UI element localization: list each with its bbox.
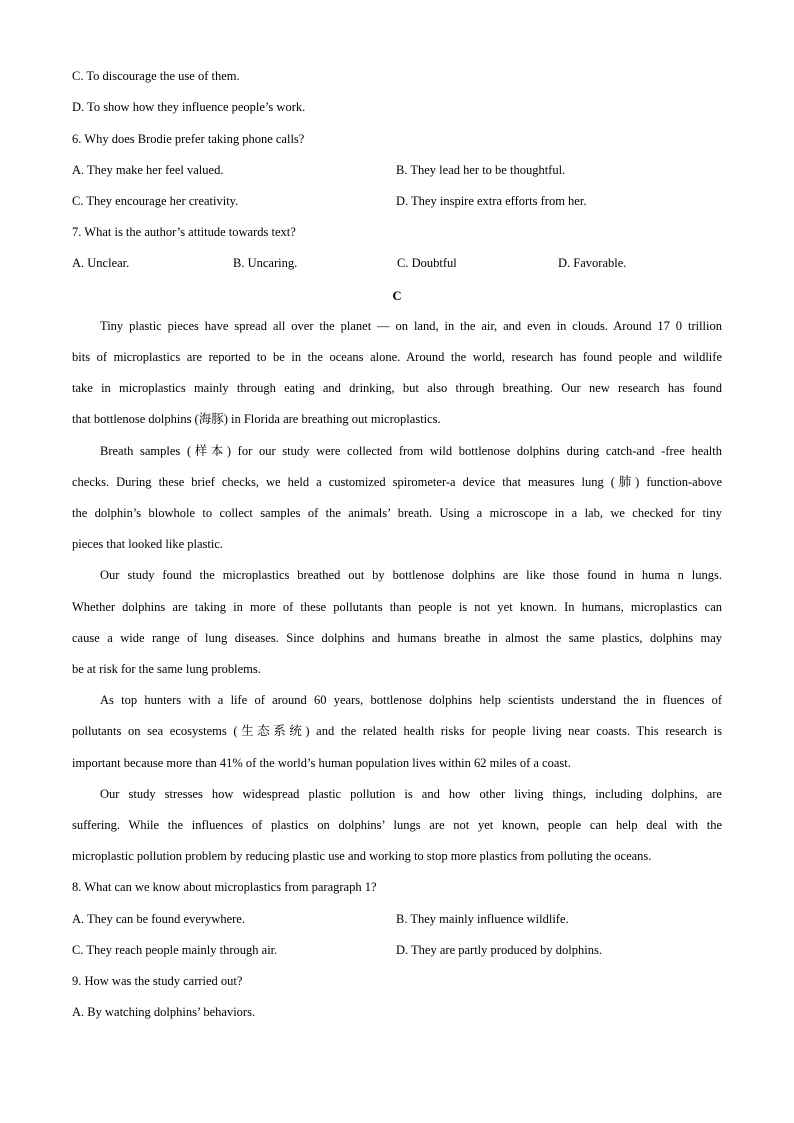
- passage-p4-line: important because more than 41% of the world’s human population lives within 62 miles of a coast.: [72, 756, 571, 770]
- passage-p3-line: be at risk for the same lung problems.: [72, 662, 261, 676]
- q6-option-c: C. They encourage her creativity.: [72, 194, 239, 208]
- passage-p2-line: checks. During these brief checks, we held a customized spirometer-a device that measures lung (肺) function-above: [72, 475, 722, 489]
- passage-p3-line: Our study found the microplastics breathed out by bottlenose dolphins are like those found in huma n lungs.: [100, 568, 722, 582]
- q9-option-a: A. By watching dolphins’ behaviors.: [72, 1005, 256, 1019]
- q8-option-b: B. They mainly influence wildlife.: [396, 912, 569, 926]
- q8-option-d: D. They are partly produced by dolphins.: [396, 943, 602, 957]
- question-6: 6. Why does Brodie prefer taking phone calls?: [72, 132, 305, 146]
- q8-option-c: C. They reach people mainly through air.: [72, 943, 278, 957]
- q6-option-b: B. They lead her to be thoughtful.: [396, 163, 566, 177]
- section-heading: C: [392, 289, 402, 303]
- passage-p2-line: pieces that looked like plastic.: [72, 537, 223, 551]
- passage-p2-line: the dolphin’s blowhole to collect samples of the animals’ breath. Using a microscope in a lab, we checked for tiny: [72, 506, 722, 520]
- passage-p3-line: cause a wide range of lung diseases. Since dolphins and humans breathe in almost the same plastics, dolphins may: [72, 631, 722, 645]
- q7-option-c: C. Doubtful: [397, 256, 457, 270]
- q5-option-d: D. To show how they influence people’s work.: [72, 100, 306, 114]
- q8-option-a: A. They can be found everywhere.: [72, 912, 245, 926]
- passage-p5-line: Our study stresses how widespread plastic pollution is and how other living things, including dolphins, are: [100, 787, 722, 801]
- passage-p5-line: suffering. While the influences of plastics on dolphins’ lungs are not yet known, people can help deal with the: [72, 818, 722, 832]
- passage-p1-line: Tiny plastic pieces have spread all over the planet — on land, in the air, and even in clouds. Around 17 0 trillion: [100, 319, 722, 333]
- q7-option-d: D. Favorable.: [558, 256, 627, 270]
- passage-p4-line: As top hunters with a life of around 60 years, bottlenose dolphins help scientists understand the in fluences of: [100, 693, 722, 707]
- passage-p3-line: Whether dolphins are taking in more of these pollutants than people is not yet known. In humans, microplastics can: [72, 600, 722, 614]
- q5-option-c: C. To discourage the use of them.: [72, 69, 240, 83]
- passage-p1-line: bits of microplastics are reported to be in the oceans alone. Around the world, research has found people and wildlife: [72, 350, 722, 364]
- passage-p1-line: take in microplastics mainly through eating and drinking, but also through breathing. Our new research has found: [72, 381, 722, 395]
- q7-option-b: B. Uncaring.: [233, 256, 298, 270]
- q7-option-a: A. Unclear.: [72, 256, 130, 270]
- q6-option-a: A. They make her feel valued.: [72, 163, 224, 177]
- passage-p2-line: Breath samples (样本) for our study were collected from wild bottlenose dolphins during catch-and -free health: [100, 444, 722, 458]
- passage-p4-line: pollutants on sea ecosystems (生态系统) and the related health risks for people living near coasts. This research is: [72, 724, 722, 738]
- passage-p1-line: that bottlenose dolphins (海豚) in Florida are breathing out microplastics.: [72, 412, 441, 426]
- q6-option-d: D. They inspire extra efforts from her.: [396, 194, 587, 208]
- question-7: 7. What is the author’s attitude towards text?: [72, 225, 296, 239]
- question-8: 8. What can we know about microplastics from paragraph 1?: [72, 880, 377, 894]
- passage-p5-line: microplastic pollution problem by reducing plastic use and working to stop more plastics from polluting the oceans.: [72, 849, 652, 863]
- question-9: 9. How was the study carried out?: [72, 974, 243, 988]
